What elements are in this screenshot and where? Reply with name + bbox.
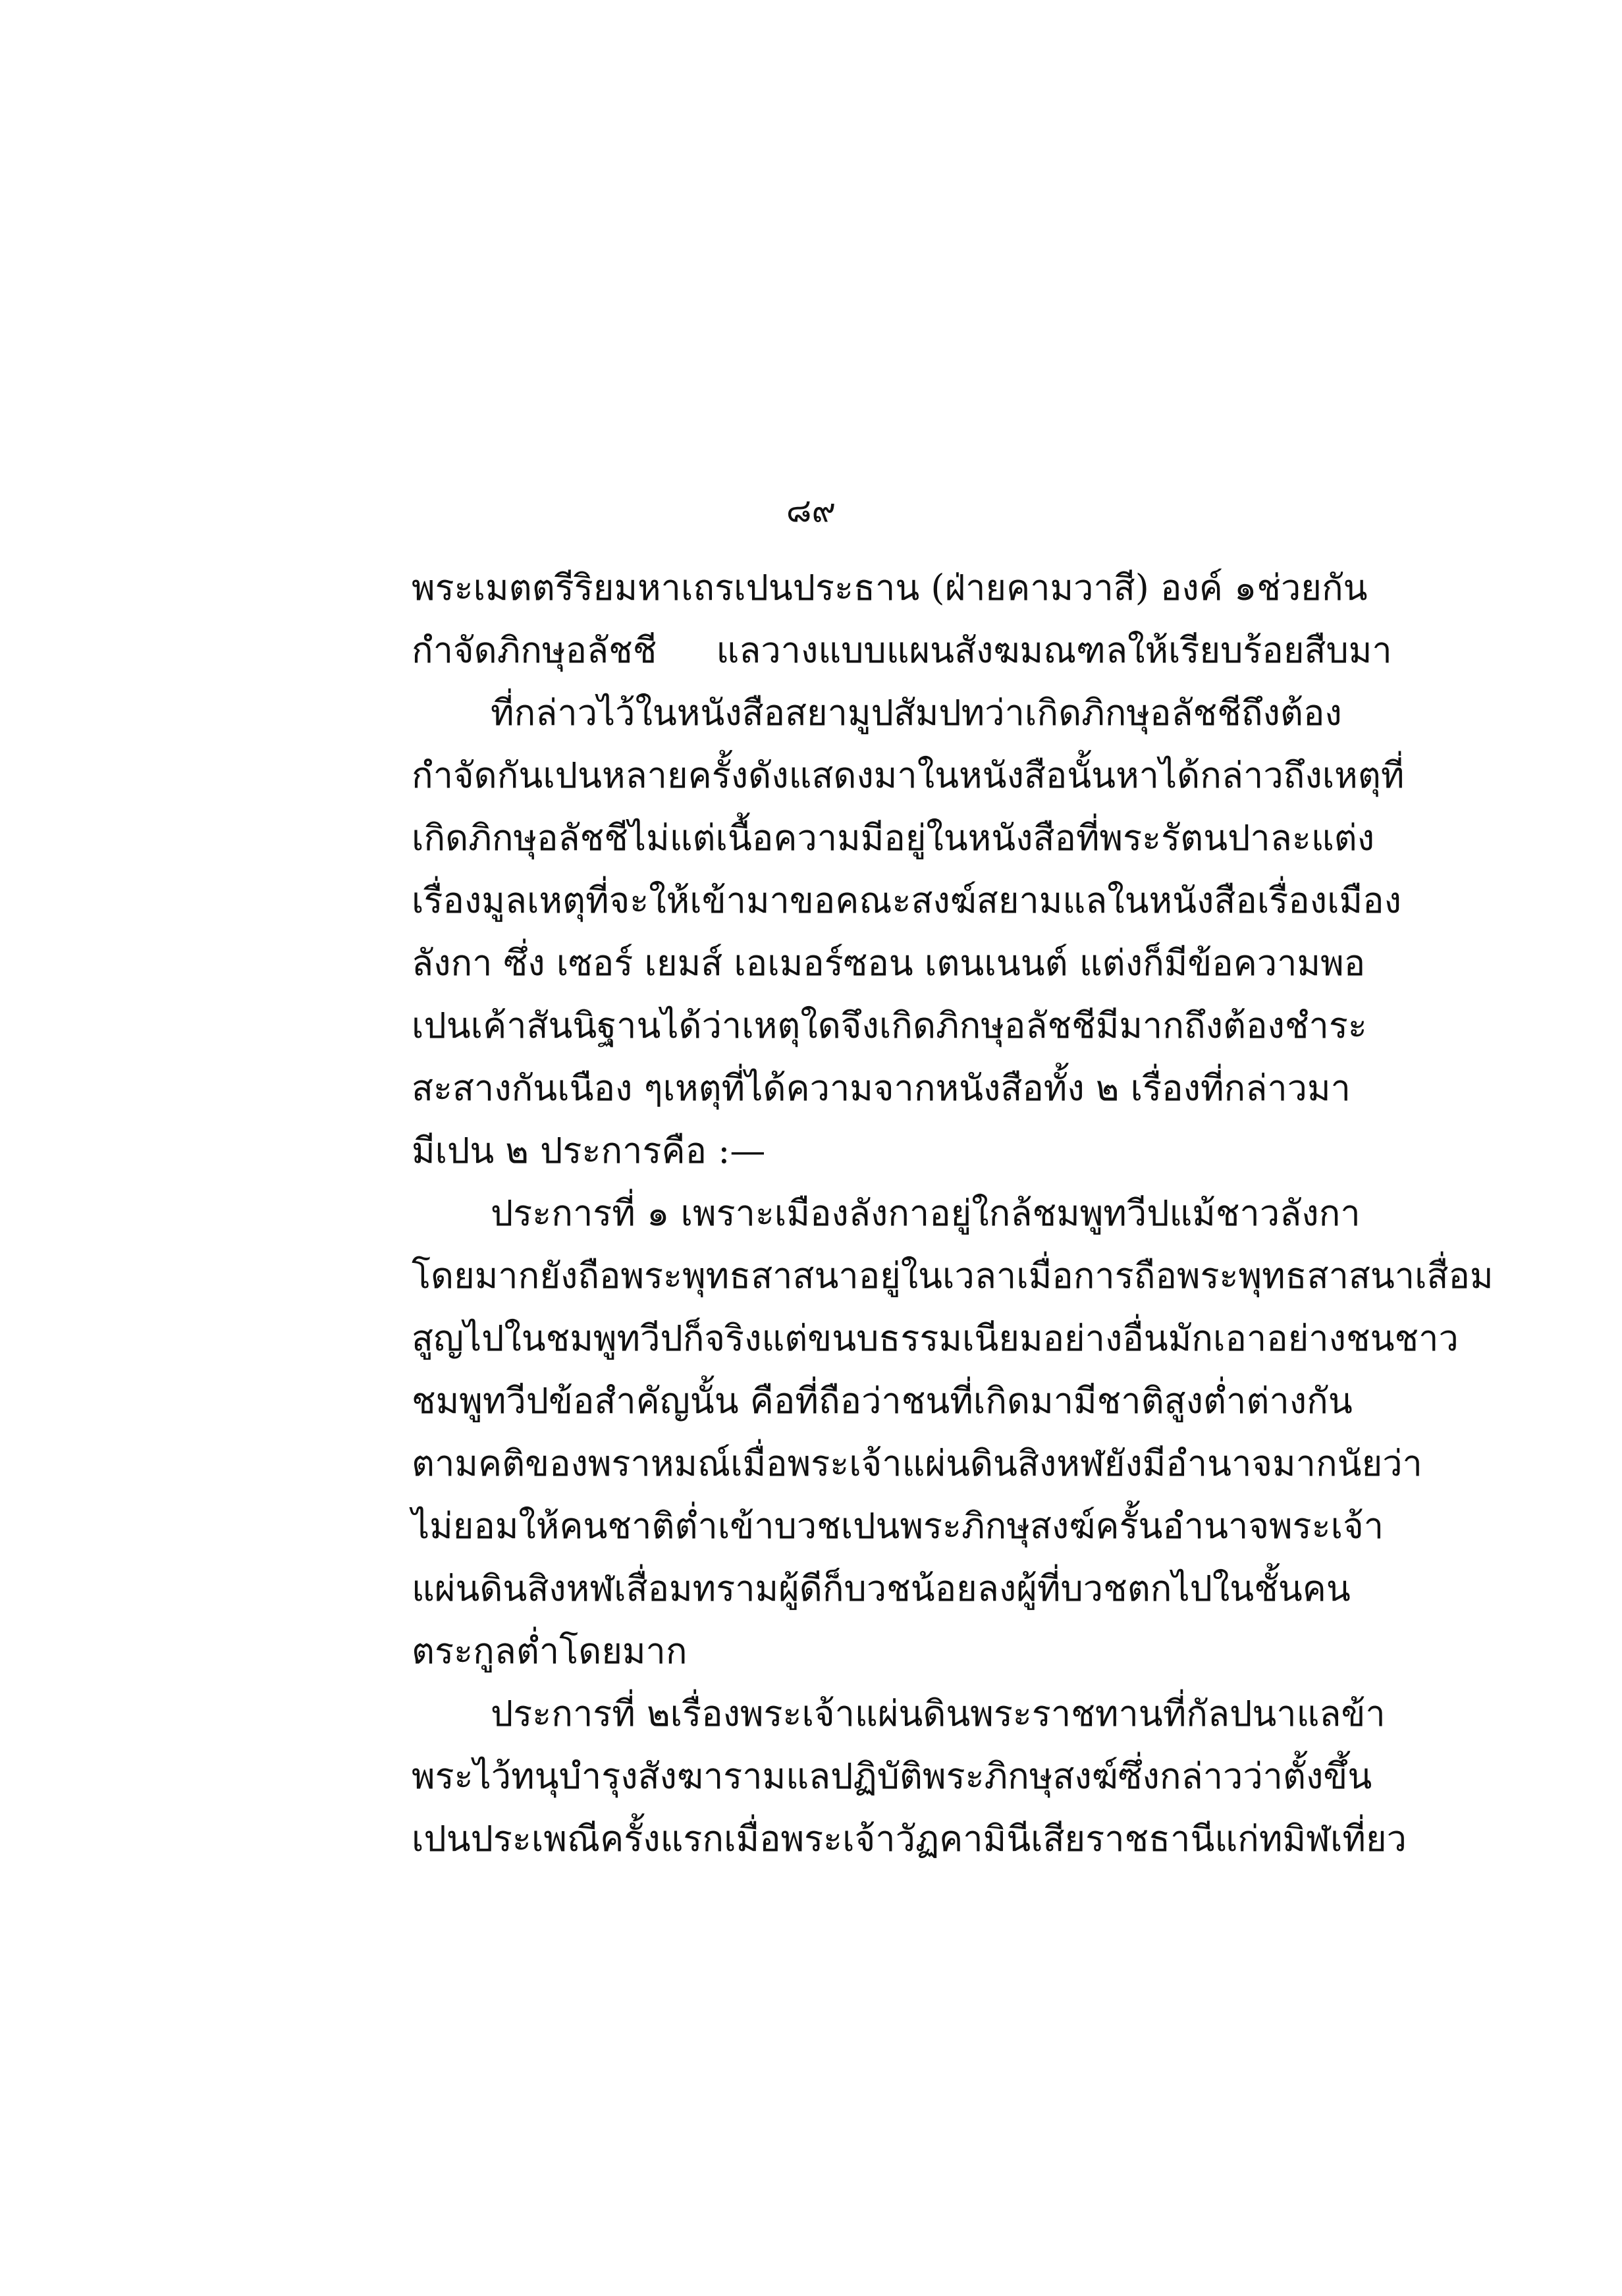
text-segment: แต่ขนบธรรมเนียมอย่างอื่นมักเอาอย่างชนชาว [761,1318,1459,1359]
text-segment: ประการที่ ๑ เพราะเมืองลังกาอยู่ใกล้ชมพูทวีป [491,1192,1170,1234]
text-line [412,681,1342,744]
text-line [412,807,1375,869]
text-segment: กำจัดภิกษุอลัชชี [412,629,657,671]
text-segment: มีเปน ๒ ประการคือ :— [412,1130,766,1171]
text-line [412,1057,1351,1119]
text-segment: สะสางกันเนือง ๆ [412,1067,663,1109]
text-segment: เปนเค้าสันนิฐานได้ว่า [412,1005,742,1046]
text-line [412,932,1366,994]
text-segment: แลวางแบบแผนสังฆมณฑลให้เรียบร้อยสืบมา [716,629,1392,671]
text-segment: เมื่อพระเจ้าแผ่นดินสิงหฬยังมีอำนาจมาก [730,1443,1338,1484]
text-segment: ข้อสำคัญนั้น คือ [549,1380,796,1422]
text-line [412,1182,1361,1244]
text-segment: ชมพูทวีป [412,1380,549,1422]
text-segment: ลังกา ซึ่ง เซอร์ เยมส์ เอเมอร์ซอน เตนเนนต์ แต่ง [412,942,1143,984]
text-line [412,1432,1422,1495]
text-line [412,994,1367,1057]
text-line [412,1682,1386,1745]
text-line [412,1557,1351,1620]
text-segment: ถึงต้องชำระ [1183,1005,1367,1046]
text-segment: โดยมากยังถือพระพุทธสาสนาอยู่ในเวลาเมื่อการถือพระพุทธสาสนาเสื่อม [412,1255,1494,1296]
text-segment: แต่เนื้อความมีอยู่ในหนังสือที่พระรัตนปาละแต่ง [669,817,1375,859]
text-segment: ช่วยกัน [1257,567,1368,608]
text-segment: เรื่องมูลเหตุที่จะให้เข้ามาขอคณะสงฆ์สยาม [412,880,1063,921]
text-segment: ก็มีข้อความพอ [1143,942,1366,984]
text-line [412,744,1405,807]
text-segment: ผู้ดีก็บวชน้อยลง [778,1568,1017,1609]
text-line [412,556,1368,619]
text-segment: เรื่องพระเจ้าแผ่นดินพระราชทานที่กัลปนาแลข้า [670,1693,1386,1734]
text-segment: เหตุใดจึงเกิดภิกษุอลัชชีมีมาก [742,1005,1184,1046]
text-segment: สูญไปในชมพูทวีปก็จริง [412,1318,762,1359]
text-line [412,1495,1384,1557]
text-segment: เมื่อพระเจ้าวัฏคามินีเสียราชธานีแก่ทมิฬ [724,1818,1330,1859]
text-segment: ประการที่ ๒ [491,1693,670,1734]
text-line [412,1807,1407,1870]
text-segment: พระเมตตรีริยมหาเถรเปนประธาน (ฝ่ายคามวาสี) องค์ ๑ [412,567,1257,608]
text-segment: เหตุที่ได้ความจากหนังสือทั้ง ๒ เรื่องที่กล่าวมา [662,1067,1351,1109]
body-text [412,556,1494,1870]
text-line [412,1307,1459,1370]
text-segment: ถึงต้อง [1241,692,1342,734]
page-number: ๘๙ [786,491,836,529]
text-segment: ที่ถือว่าชนที่เกิดมามีชาติสูงต่ำต่างกัน [795,1380,1353,1422]
text-segment: แลในหนังสือเรื่องเมือง [1062,880,1401,921]
text-line [412,1244,1494,1307]
text-line [412,1745,1372,1807]
text-segment: กำจัดกันเปนหลายครั้ง [412,755,749,796]
text-segment: ตระกูลต่ำโดยมาก [412,1630,688,1672]
text-line [412,1620,1281,1682]
text-segment: ซึ่งกล่าวว่าตั้งขึ้น [1118,1755,1372,1797]
text-segment: แม้ชาวลังกา [1169,1192,1361,1234]
text-segment: ที่กล่าวไว้ในหนังสือสยามูปสัมปทว่าเกิดภิกษุอลัชชี [491,692,1241,734]
text-segment: เที่ยว [1330,1818,1407,1859]
text-segment: แผ่นดินสิงหฬเสื่อมทราม [412,1568,779,1609]
text-line [412,1370,1353,1432]
text-segment: เปนประเพณีครั้งแรก [412,1818,724,1859]
text-line [412,1119,1281,1182]
text-segment: เกิดภิกษุอลัชชีไม่ [412,817,670,859]
text-segment: ครั้นอำนาจพระเจ้า [1095,1505,1384,1547]
text-segment: ในหนังสือนั้นหาได้กล่าวถึงเหตุที่ [917,755,1405,796]
text-line [412,619,1392,681]
text-segment: ผู้ที่บวชตกไปในชั้นคน [1016,1568,1351,1609]
text-segment: นัยว่า [1337,1443,1422,1484]
text-segment: ตามคติของพราหมณ์ [412,1443,731,1484]
text-segment: พระไว้ทนุบำรุงสังฆารามแลปฏิบัติพระภิกษุสงฆ์ [412,1755,1118,1797]
text-segment: ไม่ยอมให้คนชาติต่ำเข้าบวชเปนพระภิกษุสงฆ์ [412,1505,1096,1547]
text-line [412,869,1401,932]
text-segment: ดังแสดงมา [748,755,917,796]
